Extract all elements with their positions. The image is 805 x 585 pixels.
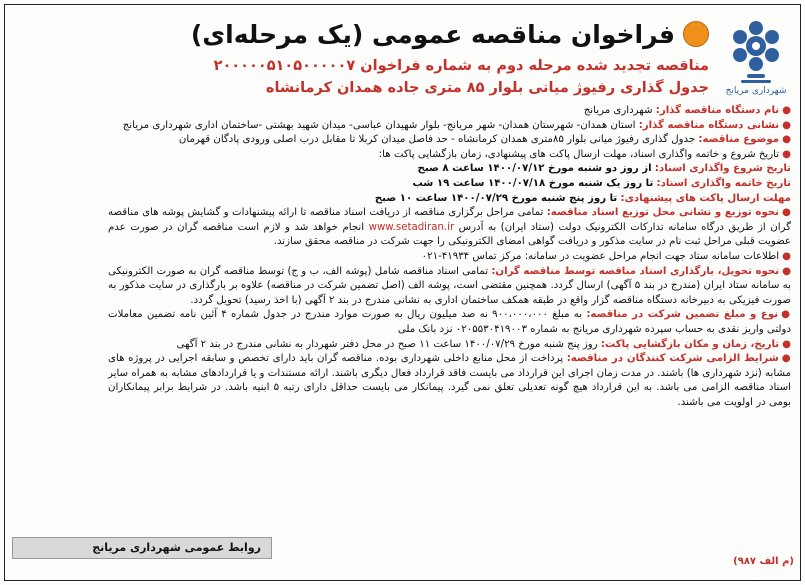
opening-line [108, 338, 791, 353]
bullet-icon: ● [782, 119, 791, 131]
deadline-value: تا روز پنج شنبه مورخ ۱۴۰۰/۰۷/۲۹ ساعت ۱۰ صبح [374, 192, 618, 204]
subject-value: جدول گذاری رفیوژ میانی بلوار ۸۵متری همدان کرمانشاه - حد فاصل میدان کربلا تا مقابل درب اصلی ورودی پادگان قهرمان [178, 134, 696, 146]
dates-intro-line [108, 148, 791, 163]
opening-label: تاریخ، زمان و مکان بازگشایی پاکت: [600, 338, 780, 350]
address-label: نشانی دستگاه مناقصه گذار: [638, 119, 780, 131]
conditions-label: شرایط الزامی شرکت کنندگان در مناقصه: [566, 353, 779, 365]
delivery-line [108, 265, 791, 309]
distribution-label: نحوه توزیع و نشانی محل توزیع اسناد مناقصه: [546, 207, 779, 219]
distribution-value-1: تمامی مراحل برگزاری مناقصه از دریافت اسناد مناقصه تا ارائه پیشنهادات و گشایش پوشه های مناقصه گران از طریق درگاه سامانه تدارکات الکترونیک دولت (ستاد ایران) به آدرس [108, 207, 791, 233]
bullet-icon: ● [782, 148, 791, 160]
info-label: اطلاعات سامانه ستاد جهت انجام مراحل عضویت در سامانه: [524, 250, 780, 262]
deadline-line [108, 192, 791, 207]
end-date-value: تا روز یک شنبه مورخ ۱۴۰۰/۰۷/۱۸ ساعت ۱۹ شب [412, 177, 654, 189]
start-date-line [108, 162, 791, 177]
guarantee-line [108, 308, 791, 337]
conditions-line [108, 352, 791, 410]
project-subtitle: جدول گذاری رفیوژ میانی بلوار ۸۵ متری جاده همدان کرمانشاه [265, 80, 709, 96]
bullet-icon: ● [782, 134, 791, 146]
footer-box [12, 537, 272, 559]
bullet-icon: ● [781, 353, 791, 365]
subject-line [108, 133, 791, 148]
bullet-icon: ● [781, 309, 791, 321]
bullet-icon: ● [782, 338, 791, 350]
organizer-line [108, 104, 791, 119]
footer-text: روابط عمومی شهرداری مریانج [92, 541, 261, 554]
page-title: فراخوان مناقصه عمومی (یک مرحله‌ای) [190, 19, 675, 49]
guarantee-value: به مبلغ ۹۰۰،۰۰۰،۰۰۰ نه صد میلیون ریال به صورت موارد مندرج در جدول شماره ۴ آئین نامه تضمین معاملات دولتی واریز نقدی به حساب سپرده شهرداری مریانج به شماره ۰۲۰۵۵۳۰۴۱۹۰۰۳ نزد بانک ملی [108, 309, 791, 335]
delivery-label: نحوه تحویل، بارگذاری اسناد مناقصه توسط مناقصه گران: [491, 265, 780, 277]
distribution-line [108, 206, 791, 250]
organizer-value: شهرداری مریانج [583, 105, 653, 116]
end-date-line [108, 177, 791, 192]
info-line [108, 250, 791, 265]
bullet-icon: ● [781, 207, 791, 219]
logo-caption: شهرداری مریانج [725, 86, 787, 96]
setadiran-link[interactable]: www.setadiran.ir [368, 221, 455, 233]
orange-circle-icon [683, 21, 709, 47]
distribution-value-2: انجام خواهد شد و لازم است مناقصه گران در صورت عدم عضویت قبلی مراحل ثبت نام در سایت مذکور و دریافت گواهی امضای الکترونیکی را جهت شرکت در مناقصه محقق سازند. [108, 221, 791, 248]
subject-label: موضوع مناقصه: [698, 134, 780, 146]
deadline-label: مهلت ارسال پاکت های پیشنهادی: [620, 192, 791, 204]
announcement-body [108, 104, 791, 410]
address-value: استان همدان- شهرستان همدان- شهر مریانج- بلوار شهیدان عباسی- میدان شهید بهشتی -ساختمان اداری شهرداری مریانج [122, 119, 636, 131]
opening-value: روز پنج شنبه مورخ ۱۴۰۰/۰۷/۲۹ ساعت ۱۱ صبح در محل دفتر شهردار به نشانی مندرج در بند ۲ آگهی [176, 338, 598, 350]
info-value: مرکز تماس ۴۱۹۳۴-۰۲۱ [421, 250, 522, 262]
start-date-value: از روز دو شنبه مورخ ۱۴۰۰/۰۷/۱۲ ساعت ۸ صبح [417, 163, 652, 175]
title-row [99, 14, 709, 54]
start-date-label: تاریخ شروع واگذاری اسناد: [654, 163, 791, 175]
conditions-value: پرداخت از محل منابع داخلی شهرداری بوده. مناقصه گران باید دارای تخصص و سابقه اجرایی در پروژه های مشابه (نزد شهرداری ها) باشند. در مدت زمان اجرای این قرارداد می بایست فاقد قرارداد فعال دیگری باشند. ارائه مستندات و یا قراردادهای مشابه به همراه سایر اسناد مناقصه الزامی می باشد. به این قرارداد هیچ گونه تعدیلی تعلق نمی گیرد. پیمانکار می بایست حداقل دارای رتبه ۵ ابنیه باشد. در شرایط برابر پیمانکاران بومی در اولویت می باشند. [108, 353, 791, 408]
address-line [108, 119, 791, 134]
bullet-icon: ● [782, 105, 791, 116]
delivery-value: تمامی اسناد مناقصه شامل (پوشه الف، ب و ج) توسط مناقصه گران به صورت الکترونیکی به سامانه ستاد ایران (مندرج در بند ۵ آگهی) ارسال گردد. همچنین مقتضی است، پوشه الف (اصل تضمین شرکت در مناقصه) علاوه بر بارگذاری در سایت مذکور به صورت فیزیکی به دبیرخانه دستگاه مناقصه گزار واقع در طبقه همکف ساختمان اداری به نشانی مندرج در بند ۲ آگهی (با اخذ رسید) تحویل گردد. [108, 265, 791, 306]
tender-number-subtitle: مناقصه تجدید شده مرحله دوم به شماره فراخوان ۲۰۰۰۰۰۵۱۰۵۰۰۰۰۰۷ [213, 58, 709, 74]
bullet-icon: ● [782, 265, 792, 277]
guarantee-label: نوع و مبلغ تضمین شرکت در مناقصه: [586, 309, 779, 321]
bullet-icon: ● [782, 250, 791, 262]
end-date-label: تاریخ خاتمه واگذاری اسناد: [656, 177, 791, 189]
organizer-label: نام دستگاه مناقصه گذار: [655, 105, 780, 116]
dates-intro: تاریخ شروع و خاتمه واگذاری اسناد، مهلت ارسال پاکت های پیشنهادی، زمان بازگشایی پاکت ها: [378, 148, 780, 160]
ad-code: (م الف ۹۸۷) [733, 556, 794, 567]
